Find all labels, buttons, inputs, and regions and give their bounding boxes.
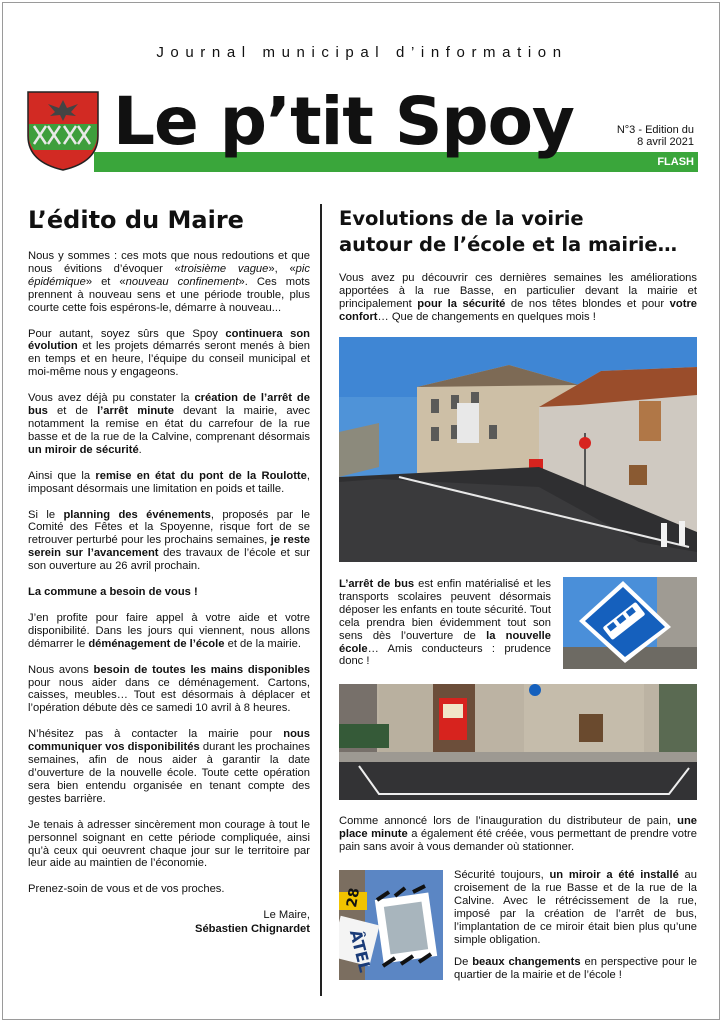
- mirror-text: [454, 869, 697, 946]
- text-run: … Que de changements en quelques mois !: [377, 310, 596, 323]
- text-run: planning des événements: [63, 508, 211, 521]
- edito-paragraph: [28, 612, 310, 651]
- text-run: Pour autant, soyez sûrs que Spoy: [28, 327, 226, 340]
- text-run: l’arrêt minute: [97, 405, 174, 418]
- text-run: Ainsi que la: [28, 469, 96, 482]
- edito-paragraph: [28, 250, 310, 315]
- text-run: », «: [268, 262, 296, 275]
- issue-info: [617, 124, 694, 148]
- text-run: N’hésitez pas à contacter la mairie pour: [28, 728, 284, 741]
- edito-body: [28, 250, 310, 896]
- text-run: Vous avez déjà pu constater la: [28, 392, 195, 405]
- text-run: a également été créée, vous permettant de prendre votre pain sans avoir à vous demander où stationner.: [339, 827, 698, 853]
- text-run: la nouvelle école: [339, 629, 551, 655]
- text-run: Vous avez pu découvrir ces dernières semaines les améliorations apportées à la rue Basse, en particulier devant la mairie et principalement: [339, 272, 697, 310]
- text-run: beaux changements: [472, 956, 581, 968]
- text-run: remise en état du pont de la Roulotte: [95, 469, 307, 482]
- text-run: création de l’arrêt de bus: [28, 392, 310, 418]
- text-run: ». Ces mots prennent à nouveau sens et une période trouble, plus courte cette fois espérons-le, démarre à nouveau...: [28, 275, 310, 314]
- text-run: de nos têtes blondes et pour: [505, 297, 670, 310]
- text-run: nouveau confinement: [125, 275, 239, 288]
- text-run: Je tenais à adresser sincèrement mon courage à tout le personnel soignant en cette période compliquée, ainsi qu’à ceux qui oeuvrent chaque jour sur le territoire par leur aide au maintien de l’économie.: [28, 818, 310, 870]
- text-run: et de: [47, 405, 98, 418]
- text-run: Comme annoncé lors de l’inauguration du distributeur de pain,: [339, 815, 678, 827]
- edito-heading: L’édito du Maire: [28, 206, 244, 234]
- text-run: pour la sécurité: [417, 297, 506, 310]
- coat-of-arms-icon: [26, 90, 100, 172]
- column-divider: [320, 204, 322, 996]
- signature: [28, 909, 310, 936]
- bus-stop-text: [339, 578, 551, 668]
- text-run: continuera son évolution: [28, 327, 310, 353]
- text-run: un miroir de sécurité: [28, 443, 139, 456]
- text-run: » et «: [85, 275, 126, 288]
- voirie-intro: [339, 272, 697, 324]
- edito-column: [28, 206, 310, 936]
- text-run: une place minute: [339, 815, 697, 840]
- issue-date: 8 avril 2021: [637, 136, 694, 148]
- voirie-heading-line1: Evolutions de la voirie: [339, 207, 584, 230]
- text-run: Nous avons: [28, 663, 94, 676]
- text-run: La commune a besoin de vous !: [28, 586, 198, 599]
- text-run: Sécurité toujours,: [454, 869, 550, 881]
- text-run: … Amis conducteurs : prudence donc !: [339, 642, 551, 668]
- text-run: un miroir a été installé: [549, 869, 679, 881]
- newspaper-title: Le p’tit Spoy: [113, 83, 574, 160]
- edito-paragraph: [28, 728, 310, 805]
- edito-paragraph: [28, 392, 310, 457]
- closing-text: [454, 956, 697, 982]
- text-run: Prenez-soin de vous et de vos proches.: [28, 883, 225, 896]
- text-run: je reste serein sur l’avancement: [28, 534, 310, 560]
- journal-label: Journal municipal d’information: [156, 44, 568, 61]
- text-run: Si le: [28, 508, 64, 521]
- text-run: au croisement de la rue Basse et de la rue de la Calvine. Avec le rétrécissement de la rue, imposé par la création de l’arrêt de bus, l’implantation de ce miroir était bien plus qu’une simple obligation.: [454, 869, 697, 946]
- sign-street-name: ÂTEL: [345, 927, 375, 975]
- text-run: pour nous aider dans ce déménagement. Cartons, caisses, meubles… Tout est désormais à déplacer et l’opération débute dès ce samedi 10 avril à 8 heures.: [28, 676, 310, 715]
- text-run: votre confort: [339, 297, 698, 323]
- minute-place-text: [339, 815, 697, 854]
- text-run: L’arrêt de bus: [339, 578, 415, 590]
- issue-number: N°3 - Edition du: [616, 124, 694, 136]
- text-run: et les projets démarrés seront menés à bien en temps et en heure, l’équipe du conseil municipal et moi-même nous y engageons.: [28, 340, 310, 379]
- sign-number: 28: [344, 886, 364, 909]
- street-photo: [339, 337, 697, 562]
- signature-role: Le Maire,: [263, 909, 310, 922]
- text-run: des travaux de l’école et sur son ouverture au 26 avril prochain.: [28, 547, 311, 573]
- signature-name: Sébastien Chignardet: [194, 922, 310, 935]
- text-run: , proposés par le Comité des Fêtes et la Spoyenne, risque fort de se retrouver perturbé pour les prochains semaines,: [28, 508, 311, 547]
- bread-dispenser-photo: [339, 684, 697, 800]
- bus-sign-photo: [563, 577, 697, 669]
- text-run: , imposant désormais une limitation en poids et taille.: [28, 469, 310, 495]
- text-run: .: [138, 443, 142, 456]
- flash-badge: FLASH: [657, 156, 694, 168]
- voirie-heading-line2: autour de l’école et la mairie…: [339, 233, 678, 256]
- text-run: troisième vague: [180, 262, 269, 275]
- edito-paragraph: [28, 509, 310, 574]
- text-run: Nous y sommes : ces mots que nous redoutions et que nous évitions d’évoquer «: [28, 250, 310, 275]
- edito-paragraph: [28, 664, 310, 716]
- text-run: devant la mairie, avec notamment la remise en état du carrefour de la rue basse et de la rue de la Calvine, comprenant désormais: [28, 405, 310, 443]
- mirror-photo: [339, 870, 443, 980]
- text-run: J’en profite pour faire appel à votre aide et votre disponibilité. Dans les jours qui viennent, nous allons démarrer le: [28, 611, 310, 650]
- edito-paragraph: [28, 328, 310, 380]
- text-run: De: [454, 956, 473, 968]
- text-run: durant les prochaines semaines, afin de nous aider à garantir la date d’ouverture de la nouvelle école. Toute cette opération sera bien entendu organisée en tenant compte des gestes barrière.: [28, 741, 310, 805]
- text-run: pic épidémique: [28, 262, 310, 288]
- text-run: besoin de toutes les mains disponibles: [93, 663, 311, 676]
- text-run: et de la mairie.: [224, 637, 301, 650]
- edito-paragraph: [28, 586, 310, 599]
- edito-paragraph: [28, 470, 310, 496]
- text-run: en perspective pour le quartier de la mairie et de l’école !: [454, 956, 697, 981]
- edito-paragraph: [28, 883, 310, 896]
- edito-paragraph: [28, 819, 310, 871]
- text-run: est enfin matérialisé et les transports scolaires peuvent désormais déposer les enfants en toute sécurité. Tout cela prendra bien évidemment tout son sens dès l’ouverture de: [339, 578, 551, 642]
- voirie-heading-block: [339, 206, 697, 258]
- text-run: nous communiquer vos disponibilités: [28, 728, 310, 754]
- text-run: déménagement de l’école: [88, 637, 225, 650]
